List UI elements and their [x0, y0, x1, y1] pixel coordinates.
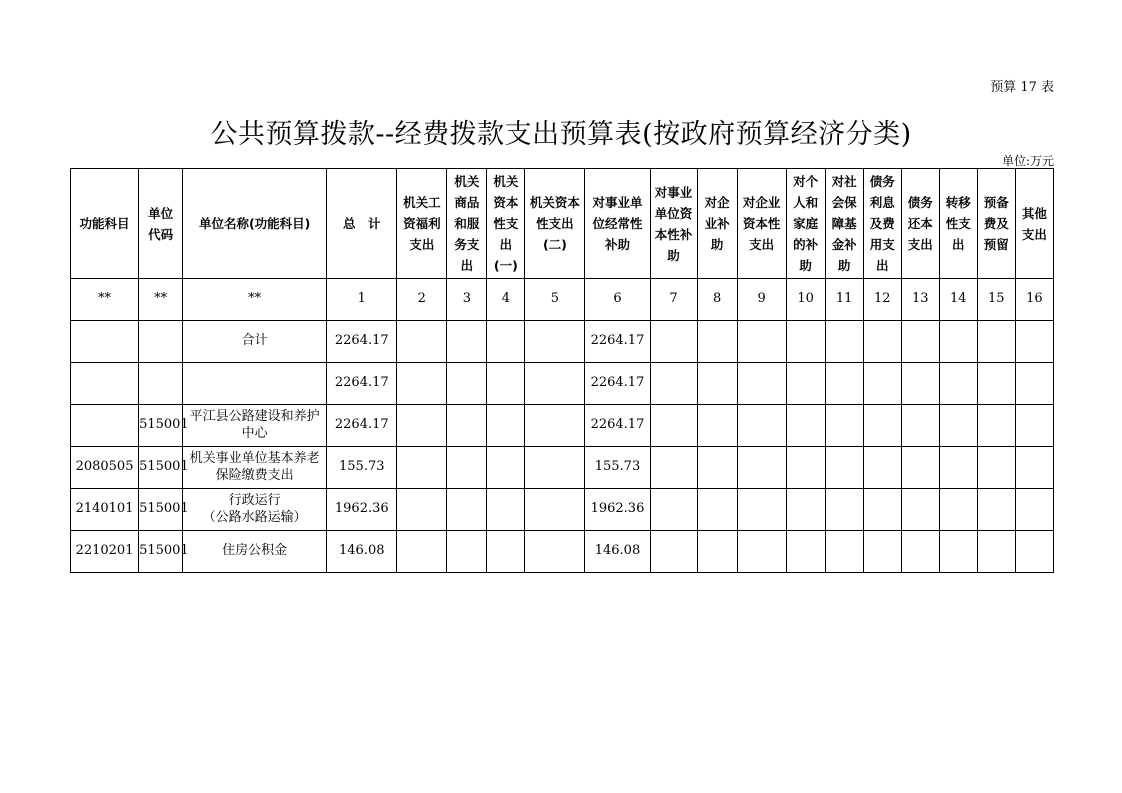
- index-cell: 16: [1015, 279, 1053, 321]
- empty-cell: [901, 447, 939, 489]
- unit-name-cell: 平江县公路建设和养护 中心: [183, 405, 327, 447]
- empty-cell: [397, 447, 447, 489]
- header-cell: 对个 人和 家庭 的补 助: [786, 169, 825, 279]
- empty-cell: [487, 363, 525, 405]
- empty-cell: [901, 321, 939, 363]
- empty-cell: [786, 489, 825, 531]
- empty-cell: [786, 531, 825, 573]
- empty-cell: [650, 447, 697, 489]
- total-cell: 155.73: [327, 447, 397, 489]
- empty-cell: [825, 321, 863, 363]
- index-cell: 2: [397, 279, 447, 321]
- empty-cell: [1015, 321, 1053, 363]
- empty-cell: [737, 531, 786, 573]
- empty-cell: [939, 447, 977, 489]
- empty-cell: [697, 489, 737, 531]
- unit-code-cell: [139, 321, 183, 363]
- header-cell: 对企 业补 助: [697, 169, 737, 279]
- form-number: 预算 17 表: [990, 80, 1054, 95]
- header-cell: 单位名称(功能科目): [183, 169, 327, 279]
- empty-cell: [1015, 531, 1053, 573]
- empty-cell: [825, 405, 863, 447]
- index-cell: 10: [786, 279, 825, 321]
- public-institution-subsidy-cell: 155.73: [585, 447, 650, 489]
- index-cell: 6: [585, 279, 650, 321]
- header-cell: 债务 利息 及费 用支 出: [863, 169, 901, 279]
- empty-cell: [977, 321, 1015, 363]
- empty-cell: [1015, 447, 1053, 489]
- index-cell: 13: [901, 279, 939, 321]
- table-row: [71, 405, 1054, 447]
- index-cell: 9: [737, 279, 786, 321]
- empty-cell: [977, 405, 1015, 447]
- index-cell: 15: [977, 279, 1015, 321]
- empty-cell: [397, 531, 447, 573]
- empty-cell: [650, 321, 697, 363]
- empty-cell: [786, 405, 825, 447]
- empty-cell: [901, 405, 939, 447]
- unit-name-cell: 机关事业单位基本养老 保险缴费支出: [183, 447, 327, 489]
- empty-cell: [863, 321, 901, 363]
- empty-cell: [786, 447, 825, 489]
- empty-cell: [863, 363, 901, 405]
- index-cell: 8: [697, 279, 737, 321]
- empty-cell: [786, 363, 825, 405]
- index-cell: 3: [447, 279, 487, 321]
- header-cell: 机关 商品 和服 务支 出: [447, 169, 487, 279]
- empty-cell: [525, 447, 585, 489]
- header-cell: 对事业 单位资 本性补 助: [650, 169, 697, 279]
- empty-cell: [863, 489, 901, 531]
- table-row: [71, 531, 1054, 573]
- unit-code-cell: 515001: [139, 405, 183, 447]
- empty-cell: [447, 489, 487, 531]
- public-institution-subsidy-cell: 2264.17: [585, 363, 650, 405]
- budget-table: [70, 168, 1054, 573]
- empty-cell: [939, 489, 977, 531]
- index-cell: 1: [327, 279, 397, 321]
- empty-cell: [901, 531, 939, 573]
- empty-cell: [825, 489, 863, 531]
- function-code-cell: [71, 363, 139, 405]
- table-row: [71, 363, 1054, 405]
- header-cell: 对社 会保 障基 金补 助: [825, 169, 863, 279]
- empty-cell: [447, 447, 487, 489]
- empty-cell: [825, 363, 863, 405]
- empty-cell: [901, 489, 939, 531]
- empty-cell: [939, 531, 977, 573]
- empty-cell: [977, 531, 1015, 573]
- public-institution-subsidy-cell: 2264.17: [585, 405, 650, 447]
- index-cell: 14: [939, 279, 977, 321]
- empty-cell: [487, 405, 525, 447]
- function-code-cell: 2140101: [71, 489, 139, 531]
- empty-cell: [650, 405, 697, 447]
- index-cell: **: [139, 279, 183, 321]
- public-institution-subsidy-cell: 1962.36: [585, 489, 650, 531]
- empty-cell: [487, 531, 525, 573]
- empty-cell: [487, 321, 525, 363]
- empty-cell: [525, 363, 585, 405]
- unit-code-cell: 515001: [139, 489, 183, 531]
- empty-cell: [863, 405, 901, 447]
- function-code-cell: [71, 405, 139, 447]
- empty-cell: [525, 405, 585, 447]
- header-cell: 其他 支出: [1015, 169, 1053, 279]
- total-cell: 2264.17: [327, 321, 397, 363]
- empty-cell: [650, 531, 697, 573]
- index-row: [71, 279, 1054, 321]
- total-cell: 2264.17: [327, 363, 397, 405]
- empty-cell: [650, 489, 697, 531]
- empty-cell: [650, 363, 697, 405]
- empty-cell: [447, 321, 487, 363]
- empty-cell: [397, 363, 447, 405]
- empty-cell: [697, 405, 737, 447]
- unit-code-cell: [139, 363, 183, 405]
- empty-cell: [487, 489, 525, 531]
- empty-cell: [447, 531, 487, 573]
- empty-cell: [737, 321, 786, 363]
- empty-cell: [1015, 363, 1053, 405]
- header-cell: 对企业 资本性 支出: [737, 169, 786, 279]
- index-cell: 12: [863, 279, 901, 321]
- empty-cell: [447, 405, 487, 447]
- empty-cell: [1015, 405, 1053, 447]
- empty-cell: [863, 531, 901, 573]
- public-institution-subsidy-cell: 146.08: [585, 531, 650, 573]
- header-cell: 机关工 资福利 支出: [397, 169, 447, 279]
- empty-cell: [939, 363, 977, 405]
- empty-cell: [525, 321, 585, 363]
- header-cell: 对事业单 位经常性 补助: [585, 169, 650, 279]
- empty-cell: [825, 447, 863, 489]
- empty-cell: [697, 363, 737, 405]
- empty-cell: [397, 405, 447, 447]
- index-cell: 4: [487, 279, 525, 321]
- empty-cell: [863, 447, 901, 489]
- unit-code-cell: 515001: [139, 531, 183, 573]
- unit-name-cell: 住房公积金: [183, 531, 327, 573]
- header-cell: 债务 还本 支出: [901, 169, 939, 279]
- public-institution-subsidy-cell: 2264.17: [585, 321, 650, 363]
- header-cell: 总 计: [327, 169, 397, 279]
- table-row: [71, 489, 1054, 531]
- empty-cell: [977, 447, 1015, 489]
- empty-cell: [737, 447, 786, 489]
- header-cell: 单位 代码: [139, 169, 183, 279]
- empty-cell: [447, 363, 487, 405]
- empty-cell: [939, 405, 977, 447]
- table-row: [71, 321, 1054, 363]
- empty-cell: [487, 447, 525, 489]
- index-cell: **: [183, 279, 327, 321]
- index-cell: 5: [525, 279, 585, 321]
- unit-name-cell: 合计: [183, 321, 327, 363]
- total-cell: 1962.36: [327, 489, 397, 531]
- empty-cell: [737, 489, 786, 531]
- total-cell: 2264.17: [327, 405, 397, 447]
- empty-cell: [397, 489, 447, 531]
- empty-cell: [1015, 489, 1053, 531]
- empty-cell: [397, 321, 447, 363]
- table-row: [71, 447, 1054, 489]
- empty-cell: [525, 531, 585, 573]
- empty-cell: [901, 363, 939, 405]
- empty-cell: [737, 405, 786, 447]
- empty-cell: [525, 489, 585, 531]
- header-cell: 转移 性支 出: [939, 169, 977, 279]
- function-code-cell: [71, 321, 139, 363]
- unit-name-cell: 行政运行 （公路水路运输）: [183, 489, 327, 531]
- empty-cell: [825, 531, 863, 573]
- empty-cell: [786, 321, 825, 363]
- header-cell: 机关资本 性支出 (二): [525, 169, 585, 279]
- empty-cell: [697, 447, 737, 489]
- index-cell: 7: [650, 279, 697, 321]
- header-cell: 预备 费及 预留: [977, 169, 1015, 279]
- unit-code-cell: 515001: [139, 447, 183, 489]
- index-cell: 11: [825, 279, 863, 321]
- function-code-cell: 2080505: [71, 447, 139, 489]
- page-title: 公共预算拨款--经费拨款支出预算表(按政府预算经济分类): [210, 119, 912, 150]
- index-cell: **: [71, 279, 139, 321]
- unit-label: 单位:万元: [1001, 154, 1054, 168]
- empty-cell: [737, 363, 786, 405]
- header-row: [71, 169, 1054, 279]
- empty-cell: [697, 321, 737, 363]
- header-cell: 机关 资本 性支 出 (一): [487, 169, 525, 279]
- empty-cell: [977, 489, 1015, 531]
- unit-name-cell: [183, 363, 327, 405]
- function-code-cell: 2210201: [71, 531, 139, 573]
- empty-cell: [939, 321, 977, 363]
- empty-cell: [697, 531, 737, 573]
- total-cell: 146.08: [327, 531, 397, 573]
- empty-cell: [977, 363, 1015, 405]
- header-cell: 功能科目: [71, 169, 139, 279]
